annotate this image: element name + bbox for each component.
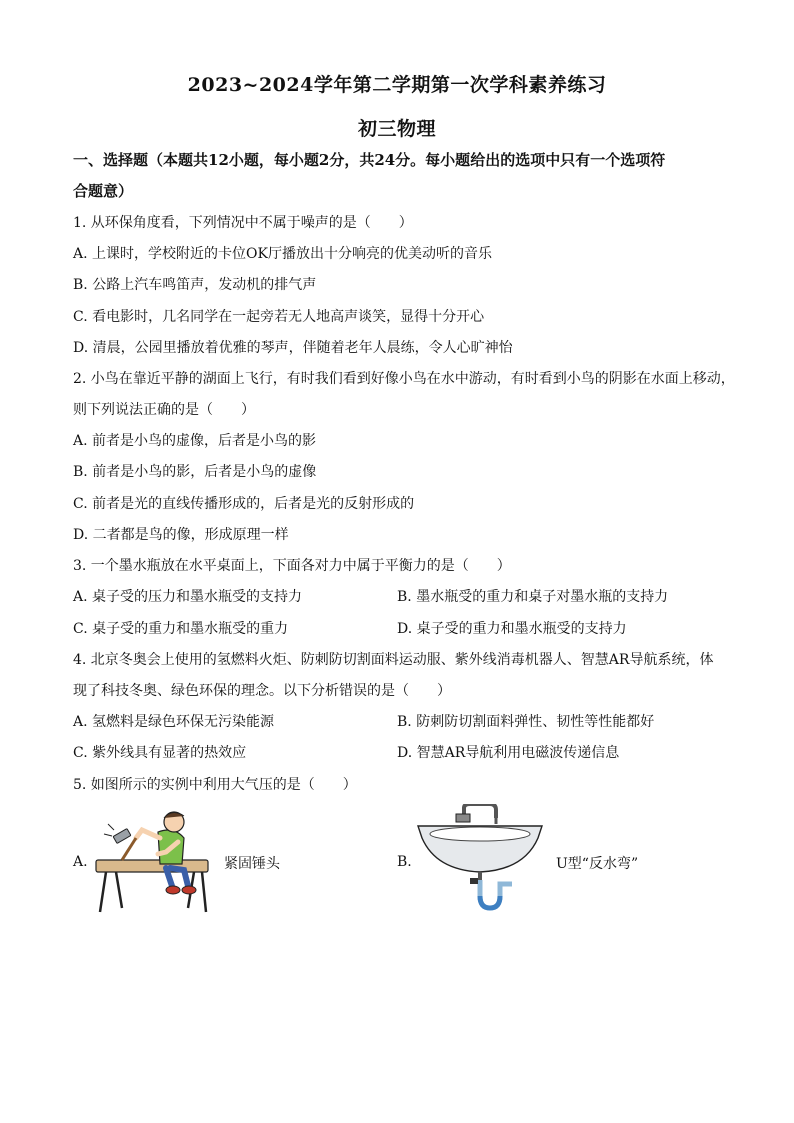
question-5-option-b-caption: U型“反水弯” <box>556 856 639 872</box>
question-4-stem-cont: 现了科技冬奥、绿色环保的理念。以下分析错误的是（ ） <box>73 683 451 699</box>
question-2-stem: 2. 小鸟在靠近平静的湖面上飞行，有时我们看到好像小鸟在水中游动，有时看到小鸟的阴影在水面上移动， <box>73 371 735 387</box>
question-3-option-c: C. 桌子受的重力和墨水瓶受的重力 <box>73 621 289 637</box>
question-4-stem: 4. 北京冬奥会上使用的氢燃料火炬、防刺防切割面料运动服、紫外线消毒机器人、智慧AR导航系统，体 <box>73 652 714 668</box>
question-2-option-c: C. 前者是光的直线传播形成的，后者是光的反射形成的 <box>73 496 415 512</box>
question-2-option-b: B. 前者是小鸟的影，后者是小鸟的虚像 <box>73 464 317 480</box>
question-3-stem: 3. 一个墨水瓶放在水平桌面上，下面各对力中属于平衡力的是（ ） <box>73 558 511 574</box>
page-subtitle: 初三物理 <box>357 118 436 140</box>
question-1-option-c: C. 看电影时，几名同学在一起旁若无人地高声谈笑，显得十分开心 <box>73 309 485 325</box>
question-4-option-b: B. 防刺防切割面料弹性、韧性等性能都好 <box>397 714 655 730</box>
question-1-option-b: B. 公路上汽车鸣笛声，发动机的排气声 <box>73 277 317 293</box>
question-5-option-a-letter: A. <box>73 854 88 870</box>
question-1-stem: 1. 从环保角度看，下列情况中不属于噪声的是（ ） <box>73 215 413 231</box>
question-2-option-a: A. 前者是小鸟的虚像，后者是小鸟的影 <box>73 433 317 449</box>
question-4-option-d: D. 智慧AR导航利用电磁波传递信息 <box>397 745 620 761</box>
question-3-option-a: A. 桌子受的压力和墨水瓶受的支持力 <box>73 589 303 605</box>
section-heading: 一、选择题（本题共12小题，每小题2分，共24分。每小题给出的选项中只有一个选项符 <box>73 151 666 169</box>
question-5-option-a-caption: 紧固锤头 <box>224 856 280 872</box>
question-4-option-c: C. 紫外线具有显著的热效应 <box>73 745 247 761</box>
page-title: 2023~2024学年第二学期第一次学科素养练习 <box>187 74 607 96</box>
question-2-stem-cont: 则下列说法正确的是（ ） <box>73 402 255 418</box>
question-1-option-d: D. 清晨，公园里播放着优雅的琴声，伴随着老年人晨练，令人心旷神怡 <box>73 340 513 356</box>
question-5-stem: 5. 如图所示的实例中利用大气压的是（ ） <box>73 777 357 793</box>
question-1-option-a: A. 上课时，学校附近的卡位OK厅播放出十分响亮的优美动听的音乐 <box>73 246 492 262</box>
question-3-option-b: B. 墨水瓶受的重力和桌子对墨水瓶的支持力 <box>397 589 669 605</box>
question-5-option-b-letter: B. <box>397 854 412 870</box>
question-4-option-a: A. 氢燃料是绿色环保无污染能源 <box>73 714 275 730</box>
hammer-man-illustration <box>92 808 216 916</box>
sink-trap-illustration <box>414 804 546 920</box>
question-3-option-d: D. 桌子受的重力和墨水瓶受的支持力 <box>397 621 627 637</box>
question-2-option-d: D. 二者都是鸟的像，形成原理一样 <box>73 527 289 543</box>
section-heading-cont: 合题意） <box>73 182 134 200</box>
